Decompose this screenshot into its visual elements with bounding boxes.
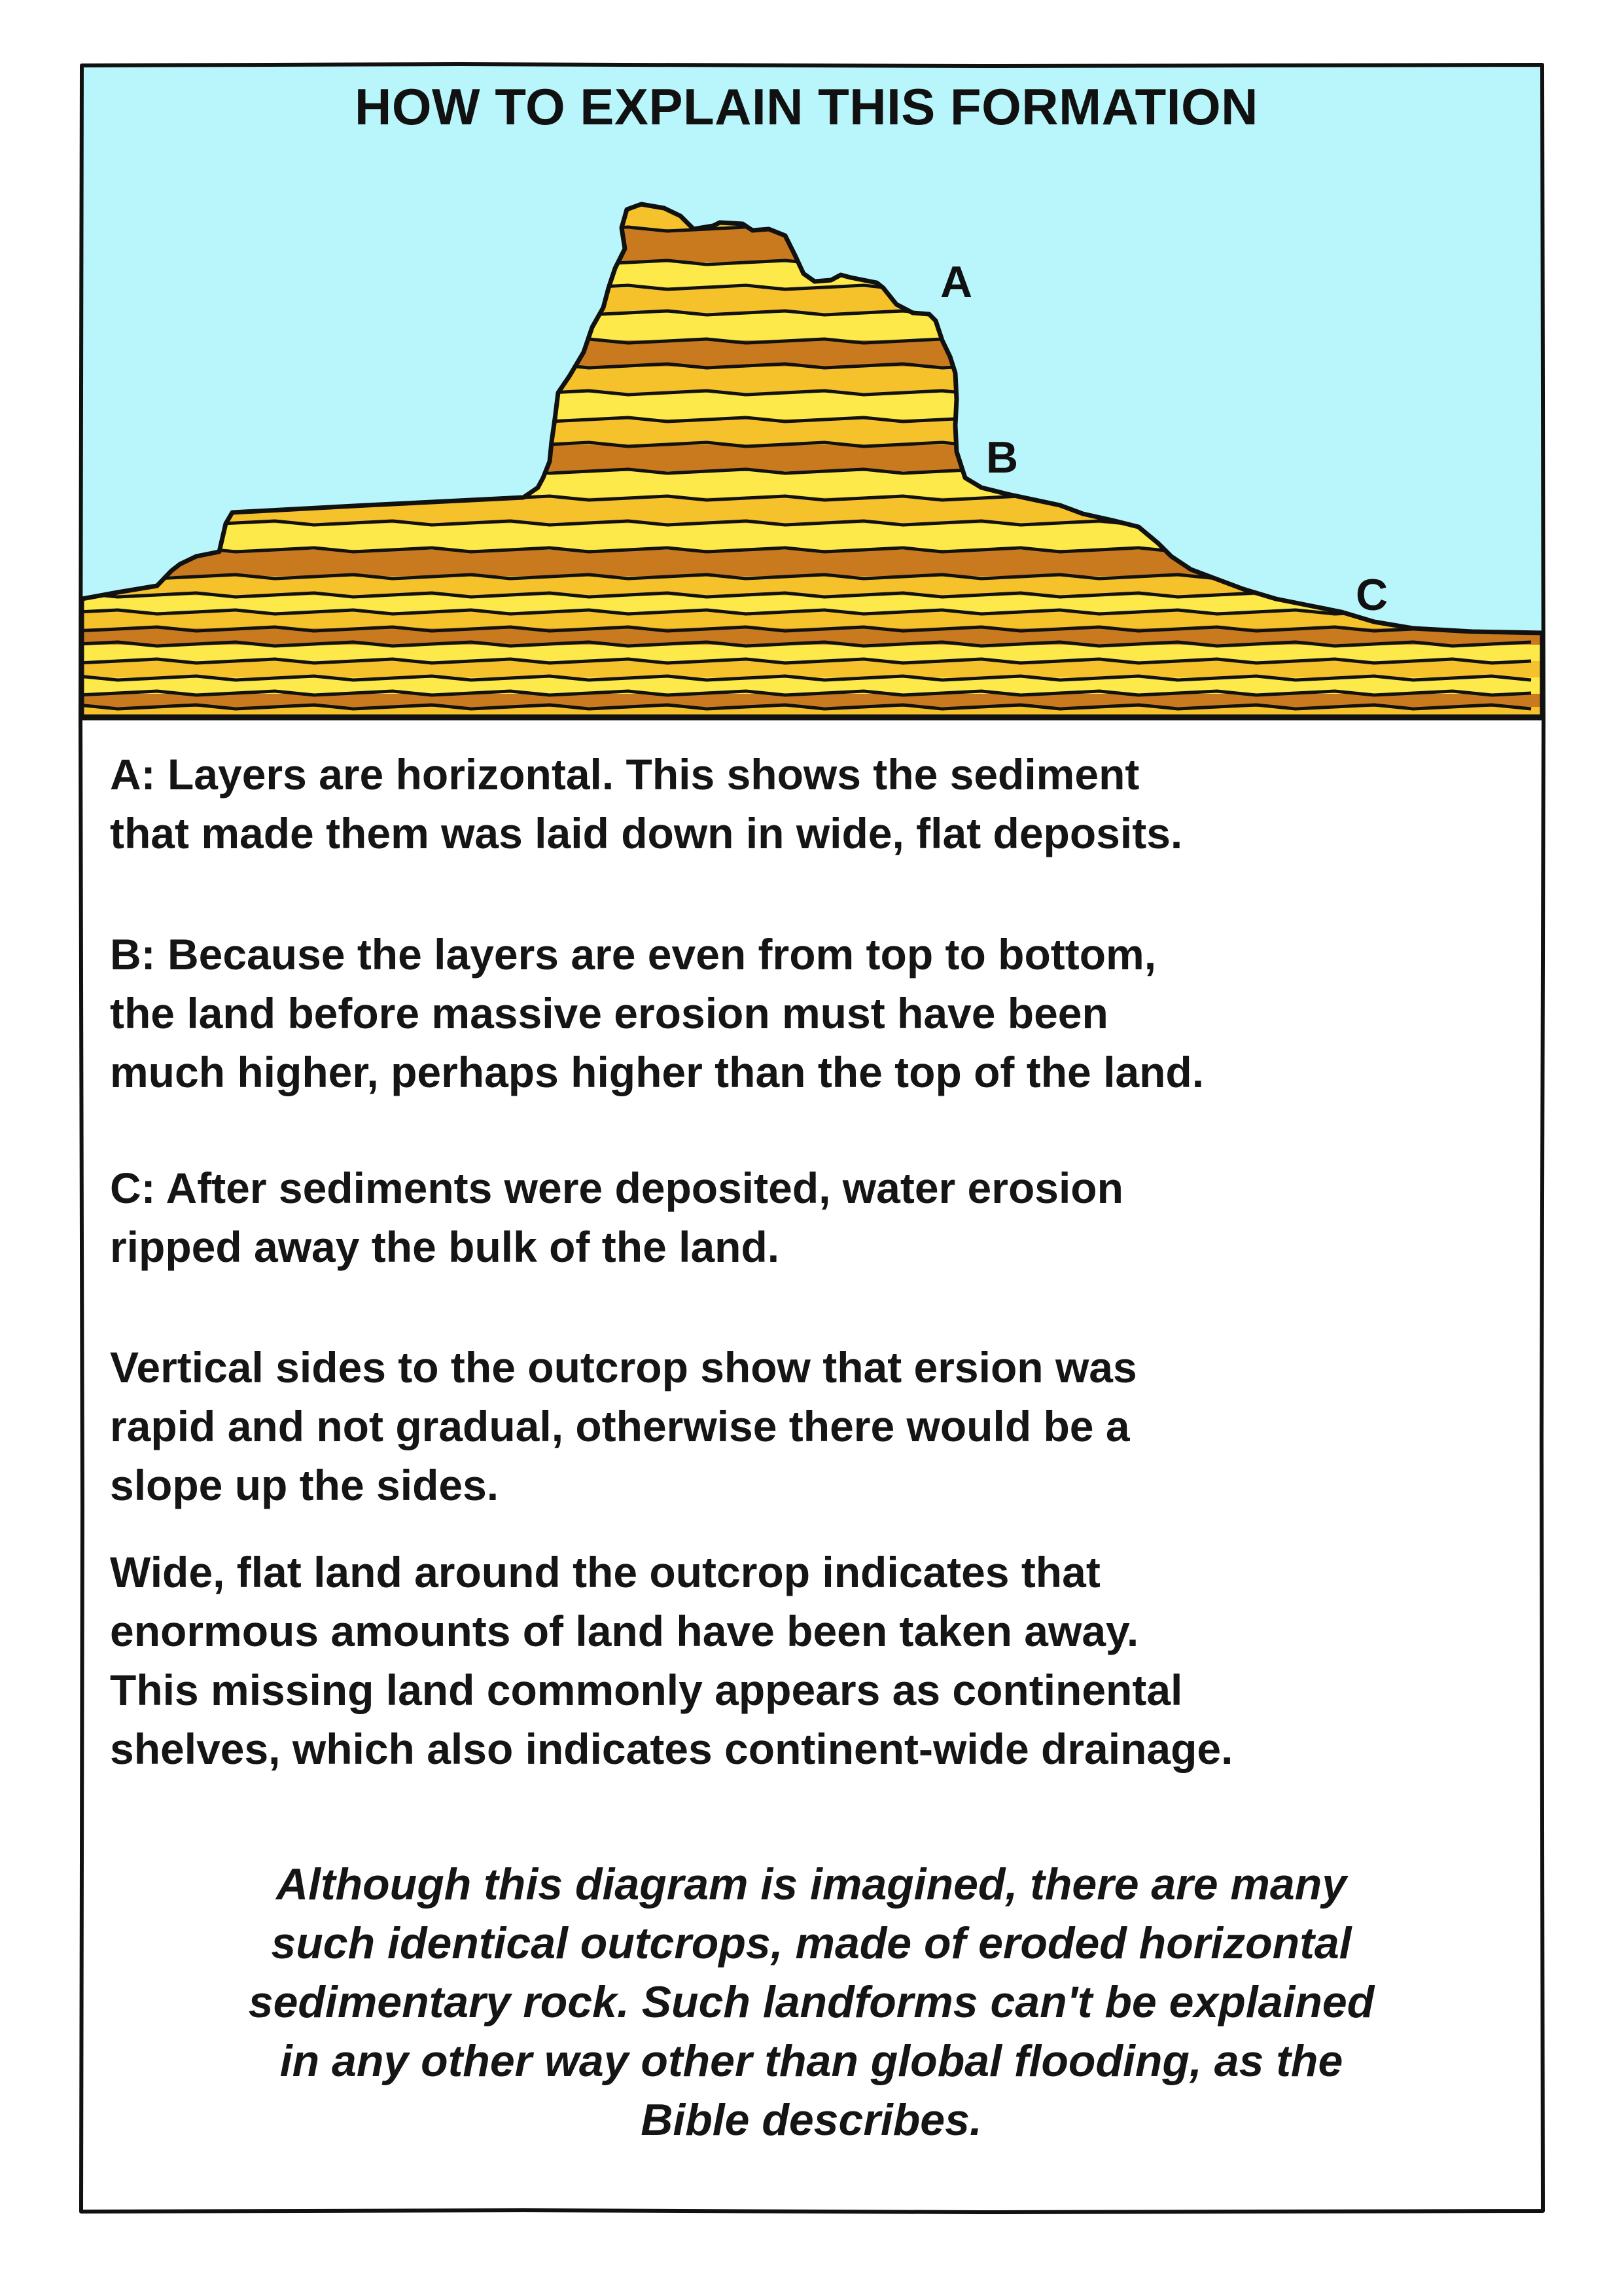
- conclusion-text: Although this diagram is imagined, there are many such identical outcrops, made of eroded horizontal sedimentary rock. Such landforms can't be explained in any other way other than global flooding, as the Bible describes.: [248, 1859, 1375, 2145]
- label-a: A: [940, 257, 973, 307]
- page-title: HOW TO EXPLAIN THIS FORMATION: [355, 78, 1258, 135]
- explanation-vertical-sides: Vertical sides to the outcrop show that ersion was rapid and not gradual, otherwise there would be a slope up the sides.: [110, 1343, 1137, 1509]
- explanation-wide-flat-land: Wide, flat land around the outcrop indicates that enormous amounts of land have been taken away. This missing land commonly appears as continental shelves, which also indicates continent-wide drainage.: [110, 1548, 1233, 1773]
- label-c: C: [1356, 570, 1388, 620]
- label-b: B: [986, 433, 1019, 482]
- explanation-a: A: Layers are horizontal. This shows the sediment that made them was laid down in wide, flat deposits.: [110, 750, 1183, 857]
- rock-layer: [79, 661, 1547, 677]
- explanation-b: B: Because the layers are even from top to bottom, the land before massive erosion must have been much higher, perhaps higher than the top of the land.: [110, 930, 1205, 1096]
- explanation-c: C: After sediments were deposited, water erosion ripped away the bulk of the land.: [110, 1164, 1123, 1271]
